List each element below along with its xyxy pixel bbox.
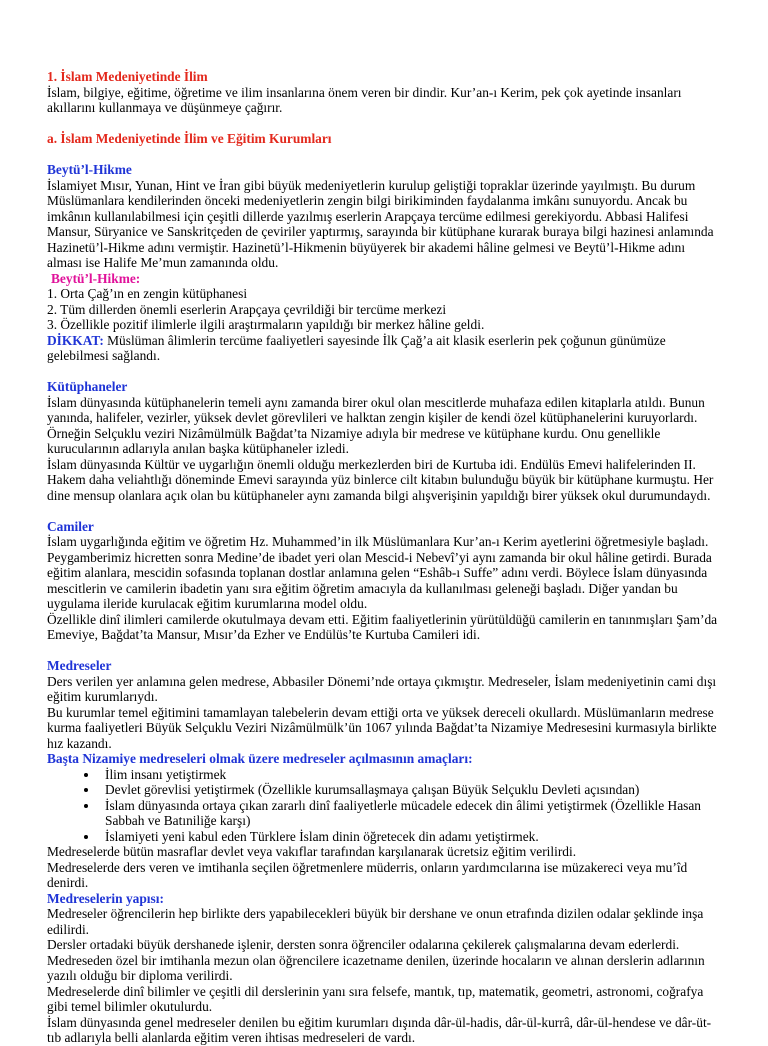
intro-paragraph: İslam, bilgiye, eğitime, öğretime ve ilim insanlarına önem veren bir dindir. Kur’an-ı Kerim, pek çok ayetinde insanları akıllarını kullanmaya ve düşünmeye çağırır. <box>47 84 682 115</box>
kutuphaneler-paragraph: İslam dünyasında Kültür ve uygarlığın önemli olduğu merkezlerden biri de Kurtuba idi. Endülüs Emevi halifelerinden II. Hakem daha veliahtlığı döneminde Emevi sarayında yüz binlerce cilt kitabın bulunduğu büyük bir kütüphane kurmuştu. Her dine mensup olanlara açık olan bu kütüphaneler aynı zamanda bilgi alışverişinin yapıldığı birer yüksek okul durumundaydı. <box>47 456 714 503</box>
medreseler-paragraph: Medreselerde bütün masraflar devlet veya vakıflar tarafından karşılanarak ücretsiz eğitim verilirdi. <box>47 844 577 859</box>
beytul-hikme-item: 2. Tüm dillerden önemli eserlerin Arapçaya çevrildiği bir tercüme merkezi <box>47 301 447 317</box>
beytul-hikme-subtitle: Beytü’l-Hikme: <box>51 270 141 286</box>
dikkat-note <box>47 333 719 364</box>
medrese-structure-paragraph: Dersler ortadaki büyük dershanede işlenir, dersten sonra öğrenciler odalarına çekilerek çalışmalarına devam ederlerdi. <box>47 937 680 952</box>
section-heading-ilim: 1. İslam Medeniyetinde İlim <box>47 69 208 84</box>
list-item: • Devlet görevlisi yetiştirmek (Özellikle kurumsallaşmaya çalışan Büyük Selçuklu Devleti açısından) <box>99 782 719 798</box>
medrese-aims-title: Başta Nizamiye medreseleri olmak üzere medreseler açılmasının amaçları: <box>47 751 473 766</box>
medrese-structure-paragraph: Medreseler öğrencilerin hep birlikte ders yapabilecekleri büyük bir dershane ve onun etrafında dizilen odalar şeklinde inşa edilirdi. <box>47 906 704 937</box>
medrese-structure-title: Medreselerin yapısı: <box>47 890 164 906</box>
medreseler-paragraph: Ders verilen yer anlamına gelen medrese, Abbasiler Dönemi’nde ortaya çıkmıştır. Medreseler, İslam medeniyetinin cami dışı eğitim kurumlarıydı. <box>47 673 717 704</box>
medreseler-paragraph: Bu kurumlar temel eğitimini tamamlayan talebelerin devam ettiği orta ve yüksek dereceli okullardı. Müslümanların medrese kurma faaliyetleri Büyük Selçuklu Veziri Nizâmülmülk’ün 1067 yılında Bağdat’ta Nizamiye Medresesini kurmasıyla birlikte hız kazandı. <box>47 704 717 751</box>
kutuphaneler-paragraph: İslam dünyasında kütüphanelerin temeli aynı zamanda birer okul olan mescitlerde muhafaza edilen kitaplarla atıldı. Bunun yanında, halifeler, vezirler, yüksek devlet görevlileri ve halktan zengin kişiler de kendi özel kütüphanelerini kuruyorlardı. Örneğin Selçuklu veziri Nizâmülmülk Bağdat’ta Nizamiye adıyla bir medrese ve kütüphane kurdu. Onu genellikle kurucularının adlarıyla anılan başka kütüphaneler izledi. <box>47 394 705 456</box>
document-body <box>47 69 719 1046</box>
dikkat-text: Müslüman âlimlerin tercüme faaliyetleri sayesinde İlk Çağ’a ait klasik eserlerin pek çoğunun günümüze gelebilmesi sağlandı. <box>47 332 666 363</box>
beytul-hikme-item: 1. Orta Çağ’ın en zengin kütüphanesi <box>47 286 248 301</box>
list-item: • İslam dünyasında ortaya çıkan zararlı dinî faaliyetlerle mücadele edecek din âlimi yetiştirmek (Özellikle Hasan Sabbah ve Batıniliğe karşı) <box>99 798 719 829</box>
medrese-aims-list <box>47 767 719 845</box>
list-item: • İslamiyeti yeni kabul eden Türklere İslam dinin öğretecek din adamı yetiştirmek. <box>99 829 719 845</box>
camiler-paragraph: Özellikle dinî ilimleri camilerde okutulmaya devam etti. Eğitim faaliyetlerinin yürütüldüğü camilerin en tanınmışları Şam’da Emeviye, Bağdat’ta Mansur, Mısır’da Ezher ve Endülüs’te Kurtuba Camileri idi. <box>47 611 718 642</box>
camiler-title: Camiler <box>47 518 94 534</box>
list-item: • İlim insanı yetiştirmek <box>99 767 719 783</box>
beytul-hikme-title: Beytü’l-Hikme <box>47 162 132 177</box>
beytul-hikme-item: 3. Özellikle pozitif ilimlerle ilgili araştırmaların yapıldığı bir merkez hâline geldi. <box>47 317 485 332</box>
dikkat-label: DİKKAT: <box>47 332 104 348</box>
medrese-structure-paragraph: İslam dünyasında genel medreseler denilen bu eğitim kurumları dışında dâr-ül-hadis, dâr-ül-kurrâ, dâr-ül-hendese ve dâr-üt-tıb adlarıyla belli alanlarda eğitim veren ihtisas medreseleri de vardı. <box>47 1014 712 1045</box>
beytul-hikme-paragraph: İslamiyet Mısır, Yunan, Hint ve İran gibi büyük medeniyetlerin kurulup geliştiği topraklar üzerinde yayılmıştı. Bu durum Müslümanlara kendilerinden önceki medeniyetlerin zengin bilgi birikiminden faydalanma imkânı sunuyordu. Ancak bu imkânın kullanılabilmesi için çeşitli dillerde yazılmış eserlerin Arapçaya tercüme edilmesi gerekiyordu. Abbasi Halifesi Mansur, Süryanice ve Sanskritçeden de çeviriler yaptırmış, sarayında bir kütüphane kurarak buraya bilgi hazinesi anlamında Hazinetü’l-Hikme adını vermiştir. Hazinetü’l-Hikmenin büyüyerek bir akademi hâline gelmesi ve Beytü’l-Hikme adını alması ise Halife Me’mun zamanında oldu. <box>47 177 714 270</box>
kutuphaneler-title: Kütüphaneler <box>47 379 128 394</box>
medreseler-paragraph: Medreselerde ders veren ve imtihanla seçilen öğretmenlere müderris, onların yardımcılarına ise müzakereci veya mu’îd denirdi. <box>47 859 688 890</box>
subsection-heading-kurumlar: a. İslam Medeniyetinde İlim ve Eğitim Kurumları <box>47 131 332 146</box>
medrese-structure-paragraph: Medreseden özel bir imtihanla mezun olan öğrencilere icazetname denilen, üzerinde hocaların ve alınan derslerin adlarının yazılı olduğu bir diploma verilirdi. <box>47 952 705 983</box>
medreseler-title: Medreseler <box>47 658 112 673</box>
camiler-paragraph: İslam uygarlığında eğitim ve öğretim Hz. Muhammed’in ilk Müslümanlara Kur’an-ı Kerim ayetlerini öğretmesiyle başladı. Peygamberimiz hicretten sonra Medine’de ibadet yeri olan Mescid-i Nebevî’yi aynı zamanda bir okul hâline getirdi. Burada eğitim alanlara, mescidin sofasında toplanan dostlar anlamına gelen “Eshâb-ı Suffe” adını verdi. Böylece İslam dünyasında mescitlerin ve camilerin ibadetin yanı sıra eğitim öğretim amacıyla da kullanılması geleneği başladı. Diğer yandan bu uygulama ileride kurulacak eğitim kurumlarına model oldu. <box>47 534 712 611</box>
medrese-structure-paragraph: Medreselerde dinî bilimler ve çeşitli dil derslerinin yanı sıra felsefe, mantık, tıp, matematik, geometri, astronomi, coğrafya gibi temel bilimler okutulurdu. <box>47 983 704 1014</box>
